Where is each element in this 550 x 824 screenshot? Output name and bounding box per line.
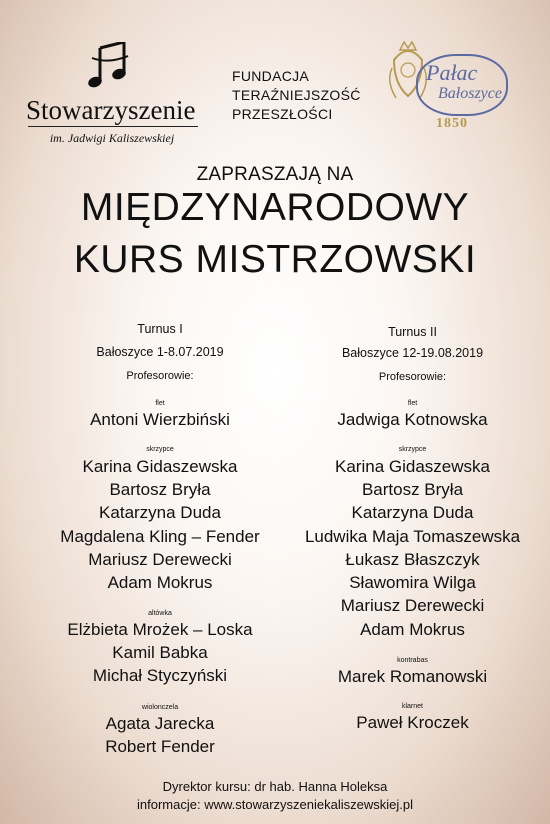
professor-name: Ludwika Maja Tomaszewska (304, 527, 521, 546)
session-title: Turnus II (388, 325, 437, 339)
page-title-line-2: KURS MISTRZOWSKI (73, 238, 477, 281)
professor-name: Bartosz Bryła (361, 480, 464, 499)
professor-name: Elżbieta Mrożek – Loska (67, 620, 253, 639)
professor-name: Łukasz Błaszczyk (345, 550, 480, 569)
invite-text: ZAPRASZAJĄ NA (196, 164, 354, 185)
foundation-line: PRZESZŁOŚCI (232, 106, 333, 122)
professor-name: Bartosz Bryła (109, 480, 211, 499)
professor-name: Katarzyna Duda (351, 503, 474, 522)
professor-name: Antoni Wierzbiński (90, 410, 230, 429)
association-subtitle: im. Jadwigi Kaliszewskiej (49, 131, 175, 145)
session-dates: Bałoszyce 1-8.07.2019 (96, 345, 224, 359)
professor-name: Kamil Babka (112, 643, 208, 662)
professor-name: Adam Mokrus (360, 620, 465, 639)
instrument-label: skrzypce (146, 446, 174, 453)
professor-name: Adam Mokrus (107, 573, 213, 592)
professor-name: Magdalena Kling – Fender (60, 527, 260, 546)
foundation-name (232, 67, 361, 124)
instrument-label: klarnet (401, 703, 423, 710)
professor-name: Katarzyna Duda (99, 503, 221, 522)
instrument-label: wiolonczela (141, 704, 179, 711)
info-link[interactable]: informacje: www.stowarzyszeniekaliszewskiej.pl (137, 797, 413, 812)
association-logo (22, 40, 202, 145)
professor-name: Karina Gidaszewska (335, 457, 490, 476)
instrument-label: kontrabas (397, 657, 428, 664)
professor-name: Marek Romanowski (337, 667, 488, 686)
professor-name: Sławomira Wilga (349, 573, 476, 592)
foundation-line: TERAŹNIEJSZOŚĆ (232, 87, 361, 103)
professor-name: Michał Styczyński (92, 666, 228, 685)
instrument-label: skrzypce (398, 446, 427, 453)
palace-year: 1850 (436, 116, 468, 131)
professor-name: Robert Fender (105, 737, 215, 756)
professor-name: Agata Jarecka (105, 714, 215, 733)
palace-logo (386, 38, 514, 138)
foundation-line: FUNDACJA (232, 68, 310, 84)
page-title-line-1: MIĘDZYNARODOWY (80, 186, 470, 229)
association-name: Stowarzyszenie (26, 95, 196, 125)
professor-name: Mariusz Derewecki (88, 550, 232, 569)
session-title: Turnus I (137, 322, 183, 336)
instrument-label: flet (407, 400, 418, 407)
professor-name: Mariusz Derewecki (340, 596, 485, 615)
professor-name: Jadwiga Kotnowska (337, 410, 488, 429)
professor-name: Karina Gidaszewska (82, 457, 238, 476)
instrument-label: altówka (148, 610, 172, 617)
professor-name: Paweł Kroczek (356, 713, 469, 732)
palace-name: Pałac (426, 60, 478, 85)
professors-label: Profesorowie: (378, 371, 447, 383)
music-note-icon (88, 42, 134, 92)
palace-place: Bałoszyce (438, 85, 502, 102)
course-director: Dyrektor kursu: dr hab. Hanna Holeksa (162, 779, 388, 794)
logo-divider (28, 126, 198, 127)
professors-label: Profesorowie: (126, 370, 194, 382)
instrument-label: flet (155, 400, 165, 407)
session-dates: Bałoszyce 12-19.08.2019 (341, 346, 484, 360)
